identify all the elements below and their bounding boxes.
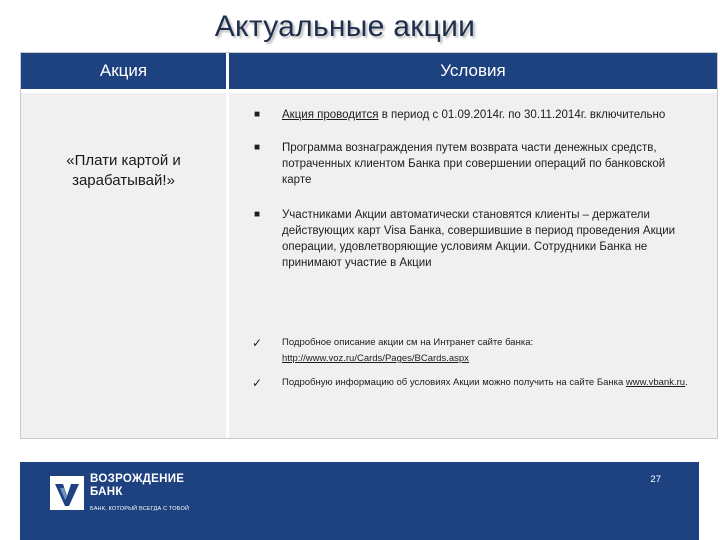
checkmark-icon: ✓	[251, 376, 263, 390]
bullet-icon: ■	[253, 109, 261, 120]
note-intranet-text	[282, 335, 707, 367]
note-website-text	[282, 375, 707, 391]
promo-name-line2: зарабатывай!»	[72, 172, 175, 189]
logo-mark-icon	[50, 476, 84, 510]
footer-bar	[20, 462, 699, 540]
note-website-label: Подробную информацию об условиях Акции можно получить на сайте Банка	[282, 377, 626, 388]
bank-name	[90, 473, 184, 499]
bank-logo-icon	[50, 476, 84, 510]
note-website-end: .	[685, 377, 688, 388]
page-title: Актуальные акции	[214, 10, 476, 43]
condition-period-text	[282, 107, 707, 123]
condition-program-line1: Программа вознаграждения путем возврата части денежных средств,	[282, 142, 657, 154]
condition-program-line3: карте	[282, 174, 312, 186]
header-promo: Акция	[21, 53, 226, 89]
header-conditions: Условия	[229, 53, 717, 89]
page-number: 27	[650, 474, 661, 485]
bank-slogan: БАНК, КОТОРЫЙ ВСЕГДА С ТОБОЙ	[90, 506, 190, 512]
condition-period-rest: в период с 01.09.2014г. по 30.11.2014г. включительно	[378, 109, 666, 121]
promo-name-line1: «Плати картой и	[66, 152, 181, 169]
condition-participants-line2: действующих карт Visa Банка, совершившие в период проведения Акции	[282, 225, 676, 237]
note-intranet-line1: Подробное описание акции см на Интранет сайте банка:	[282, 337, 534, 348]
condition-participants-line4: принимают участие в Акции	[282, 257, 432, 269]
promo-name	[21, 151, 226, 191]
condition-participants-text	[282, 207, 707, 271]
bullet-icon: ■	[253, 209, 261, 220]
promo-cell	[21, 93, 226, 438]
bank-name-line2: БАНК	[90, 486, 123, 498]
intranet-link[interactable]: http://www.voz.ru/Cards/Pages/BCards.aspx	[282, 353, 469, 364]
condition-program-text	[282, 140, 707, 188]
condition-participants-line1: Участниками Акции автоматически становятся клиенты – держатели	[282, 209, 650, 221]
website-link[interactable]: www.vbank.ru	[625, 377, 686, 388]
promotions-table	[20, 52, 718, 439]
condition-period-label: Акция проводится	[282, 109, 379, 121]
condition-participants-line3: операции, удовлетворяющие условиям Акции. Сотрудники Банка не	[282, 241, 648, 253]
bullet-icon: ■	[253, 142, 261, 153]
bank-name-line1: ВОЗРОЖДЕНИЕ	[90, 473, 185, 485]
conditions-cell	[229, 93, 717, 438]
checkmark-icon: ✓	[251, 336, 263, 350]
condition-program-line2: потраченных клиентом Банка при совершении операций по банковской	[282, 158, 666, 170]
